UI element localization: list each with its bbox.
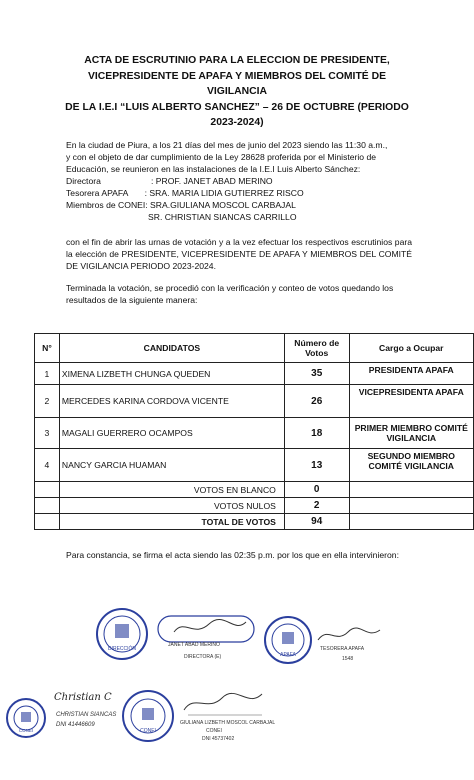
director-role: DIRECTORA (E) [184,654,222,660]
header-num: N° [35,334,60,363]
conei-seal-icon [6,686,50,748]
row-votes: 35 [284,363,349,385]
row-num: 3 [35,418,60,449]
tesorera-number: 1548 [342,656,354,662]
attendee-directora: Directora : PROF. JANET ABAD MERINO [66,176,273,186]
row-votes: 13 [284,449,349,482]
null-votes-row [35,498,474,514]
giuliana-name: GIULIANA LIZBETH MOSCOL CARBAJAL [180,720,276,726]
signature-christian [6,686,126,756]
row-name: MERCEDES KARINA CORDOVA VICENTE [59,385,284,418]
row-votes: 26 [284,385,349,418]
blank-votes-row [35,482,474,498]
row-name: XIMENA LIZBETH CHUNGA QUEDEN [59,363,284,385]
giuliana-signature-icon [178,688,268,718]
null-votes-label: VOTOS NULOS [59,498,284,514]
signature-tesorera [262,614,422,674]
row-cargo: PRIMER MIEMBRO COMITÉ VIGILANCIA [349,418,473,449]
intro-paragraph: En la ciudad de Piura, a los 21 días del mes de junio del 2023 siendo las 11:30 a.m., y con el objeto de dar cumplimiento de la Ley 28628 proferida por el Ministerio de Educación, se reunieron en las instalaciones de la I.E.I Luis Alberto Sánchez: [66,140,388,174]
blank-votes-value: 0 [284,482,349,498]
table-row [35,418,474,449]
header-votos: Número de Votos [284,334,349,363]
christian-signature: Christian C [54,692,112,703]
seal-text: CONEI [140,728,156,734]
blank-votes-label: VOTOS EN BLANCO [59,482,284,498]
row-cargo: SEGUNDO MIEMBRO COMITÉ VIGILANCIA [349,449,473,482]
row-cargo: PRESIDENTA APAFA [349,363,473,385]
header-candidatos: CANDIDATOS [59,334,284,363]
votes-table [34,333,474,530]
seal-text: DIRECCIÓN [107,646,137,652]
purpose-paragraph: con el fin de abrir las urnas de votación y a la vez efectuar los respectivos escrutinios para la elección de PRESIDENTE, VICEPRESIDENTE DE APAFA Y MIEMBROS DEL COMITÉ DE VIGILANCIA PERIODO 2023-2024. [66,237,412,271]
attendee-miembros-2: SR. CHRISTIAN SIANCAS CARRILLO [148,212,297,222]
director-seal-icon [94,606,154,662]
table-row [35,385,474,418]
row-num: 1 [35,363,60,385]
giuliana-dni: DNI 45737402 [202,736,235,742]
seal-text: CONEI [18,728,34,733]
tesorera-signature-icon [314,622,384,648]
seal-text: APAFA [280,652,296,658]
apafa-seal-icon [262,614,314,666]
document-title: ACTA DE ESCRUTINIO PARA LA ELECCION DE PRESIDENTE, VICEPRESIDENTE DE APAFA Y MIEMBROS DEL COMITÉ DE VIGILANCIA DE LA I.E.I “LUIS ALBERTO SANCHEZ” – 26 DE OCTUBRE (PERIODO 2023-2024) [65,55,409,128]
attendee-tesorera: Tesorera APAFA : SRA. MARIA LIDIA GUTIERREZ RISCO [66,188,304,198]
results-paragraph: Terminada la votación, se procedió con la verificación y conteo de votos quedando los resultados de la siguiente manera: [66,283,394,305]
conei-seal-2-icon [120,688,176,744]
row-num: 4 [35,449,60,482]
total-votes-value: 94 [284,514,349,530]
signature-giuliana [120,688,320,758]
row-cargo: VICEPRESIDENTA APAFA [349,385,473,418]
attendee-miembros: Miembros de CONEI: SRA.GIULIANA MOSCOL CARBAJAL [66,200,296,210]
christian-name: CHRISTIAN SIANCAS [56,712,117,718]
giuliana-role: CONEI [206,728,222,734]
christian-dni: DNI 41446609 [56,722,95,728]
table-row [35,363,474,385]
null-votes-value: 2 [284,498,349,514]
row-name: NANCY GARCIA HUAMAN [59,449,284,482]
header-cargo: Cargo a Ocupar [349,334,473,363]
closing-paragraph: Para constancia, se firma el acta siendo las 02:35 p.m. por los que en ella intervinieron: [66,550,399,560]
total-votes-label: TOTAL DE VOTOS [59,514,284,530]
director-name: JANET ABAD MERINO [168,642,220,648]
table-header-row [35,334,474,363]
row-num: 2 [35,385,60,418]
total-votes-row [35,514,474,530]
table-row [35,449,474,482]
row-votes: 18 [284,418,349,449]
row-name: MAGALI GUERRERO OCAMPOS [59,418,284,449]
signature-directora [94,606,274,666]
tesorera-role: TESORERA APAFA [320,646,365,652]
